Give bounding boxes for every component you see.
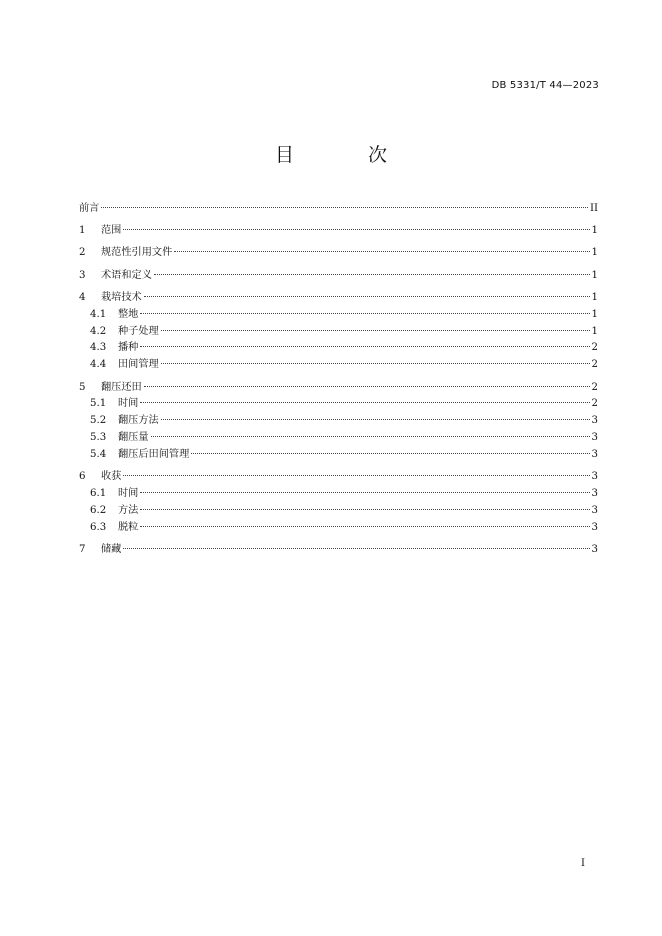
toc-entry-number: 5.4 — [90, 449, 107, 461]
toc-subentry[interactable] — [79, 486, 598, 503]
page-title: 目 次 — [274, 144, 422, 166]
toc-entry-page: 1 — [591, 225, 598, 237]
toc-entry-number: 6.2 — [90, 505, 107, 517]
toc-entry-label: 种子处理 — [118, 325, 159, 337]
toc-entry-label: 储藏 — [101, 544, 122, 556]
toc-subentry[interactable] — [79, 520, 598, 537]
toc-entry-number: 1 — [79, 225, 86, 237]
toc-dot-leader — [140, 346, 589, 347]
toc-entry-label: 播种 — [118, 342, 139, 354]
toc-subentry[interactable] — [79, 396, 598, 413]
toc-entry-label: 前言 — [79, 203, 100, 214]
toc-entry-number: 6 — [79, 471, 86, 483]
document-code: DB 5331/T 44—2023 — [491, 80, 599, 91]
toc-entry-number: 4.2 — [90, 325, 107, 337]
toc-dot-leader — [123, 229, 589, 230]
toc-entry-number: 5.1 — [90, 398, 107, 410]
toc-entry-page: 3 — [591, 488, 598, 500]
toc-dot-leader — [144, 386, 590, 387]
toc-entry-page: 3 — [591, 505, 598, 517]
toc-subentry[interactable] — [79, 357, 598, 374]
toc-subentry[interactable] — [79, 503, 598, 520]
toc-entry-label: 脱粒 — [118, 521, 139, 533]
toc-entry[interactable] — [79, 542, 598, 559]
toc-dot-leader — [161, 330, 590, 331]
toc-entry-label: 收获 — [101, 471, 122, 483]
toc-entry-page: II — [589, 203, 598, 214]
toc-entry-page: 2 — [591, 381, 598, 393]
toc-entry[interactable] — [79, 268, 598, 285]
toc-entry[interactable] — [79, 201, 598, 218]
toc-entry-number: 5.3 — [90, 432, 107, 444]
table-of-contents — [79, 201, 598, 559]
toc-entry-label: 时间 — [118, 488, 139, 500]
toc-entry-label: 整地 — [118, 308, 139, 320]
toc-subentry[interactable] — [79, 413, 598, 430]
toc-entry-label: 术语和定义 — [101, 269, 152, 281]
toc-entry-page: 1 — [591, 269, 598, 281]
toc-entry-number: 4.1 — [90, 308, 107, 320]
toc-entry-label: 栽培技术 — [101, 291, 142, 303]
toc-entry-number: 3 — [79, 269, 86, 281]
toc-dot-leader — [174, 251, 589, 252]
footer-page-number: I — [581, 858, 585, 869]
toc-entry-label: 翻压还田 — [101, 381, 142, 393]
toc-entry-page: 3 — [591, 544, 598, 556]
toc-entry-page: 3 — [591, 449, 598, 461]
toc-entry-page: 1 — [591, 247, 598, 259]
toc-subentry[interactable] — [79, 307, 598, 324]
toc-dot-leader — [101, 207, 588, 208]
toc-dot-leader — [140, 492, 589, 493]
toc-entry-number: 6.3 — [90, 521, 107, 533]
toc-entry[interactable] — [79, 469, 598, 486]
toc-dot-leader — [154, 274, 590, 275]
toc-entry-label: 方法 — [118, 505, 139, 517]
toc-subentry[interactable] — [79, 430, 598, 447]
toc-subentry[interactable] — [79, 447, 598, 464]
toc-dot-leader — [144, 296, 590, 297]
toc-entry-number: 4 — [79, 291, 86, 303]
toc-entry-number: 6.1 — [90, 488, 107, 500]
toc-entry-number: 7 — [79, 544, 86, 556]
toc-entry-page: 1 — [591, 325, 598, 337]
toc-dot-leader — [191, 453, 589, 454]
toc-entry-number: 4.3 — [90, 342, 107, 354]
toc-entry-page: 3 — [591, 415, 598, 427]
toc-dot-leader — [123, 548, 589, 549]
toc-entry-page: 3 — [591, 521, 598, 533]
toc-dot-leader — [140, 313, 589, 314]
toc-entry-number: 5.2 — [90, 415, 107, 427]
toc-entry-label: 翻压后田间管理 — [118, 449, 190, 461]
toc-subentry[interactable] — [79, 340, 598, 357]
toc-subentry[interactable] — [79, 324, 598, 341]
toc-entry-page: 2 — [591, 398, 598, 410]
toc-entry-page: 3 — [591, 471, 598, 483]
toc-entry[interactable] — [79, 245, 598, 262]
toc-entry-page: 3 — [591, 432, 598, 444]
toc-dot-leader — [151, 436, 590, 437]
toc-dot-leader — [161, 363, 590, 364]
toc-entry-label: 时间 — [118, 398, 139, 410]
toc-entry-label: 范围 — [101, 225, 122, 237]
toc-dot-leader — [123, 475, 589, 476]
toc-entry-label: 翻压量 — [118, 432, 149, 444]
toc-dot-leader — [140, 509, 589, 510]
toc-dot-leader — [140, 526, 589, 527]
toc-entry-number: 5 — [79, 381, 86, 393]
toc-entry-page: 2 — [591, 359, 598, 371]
toc-entry[interactable] — [79, 380, 598, 397]
toc-entry-number: 4.4 — [90, 359, 107, 371]
toc-entry-label: 翻压方法 — [118, 415, 159, 427]
toc-entry[interactable] — [79, 290, 598, 307]
toc-entry-label: 田间管理 — [118, 359, 159, 371]
toc-dot-leader — [161, 419, 590, 420]
toc-entry-number: 2 — [79, 247, 86, 259]
toc-dot-leader — [140, 402, 589, 403]
toc-entry-page: 1 — [591, 291, 598, 303]
toc-entry[interactable] — [79, 223, 598, 240]
toc-entry-page: 1 — [591, 308, 598, 320]
toc-entry-page: 2 — [591, 342, 598, 354]
toc-entry-label: 规范性引用文件 — [101, 247, 173, 259]
